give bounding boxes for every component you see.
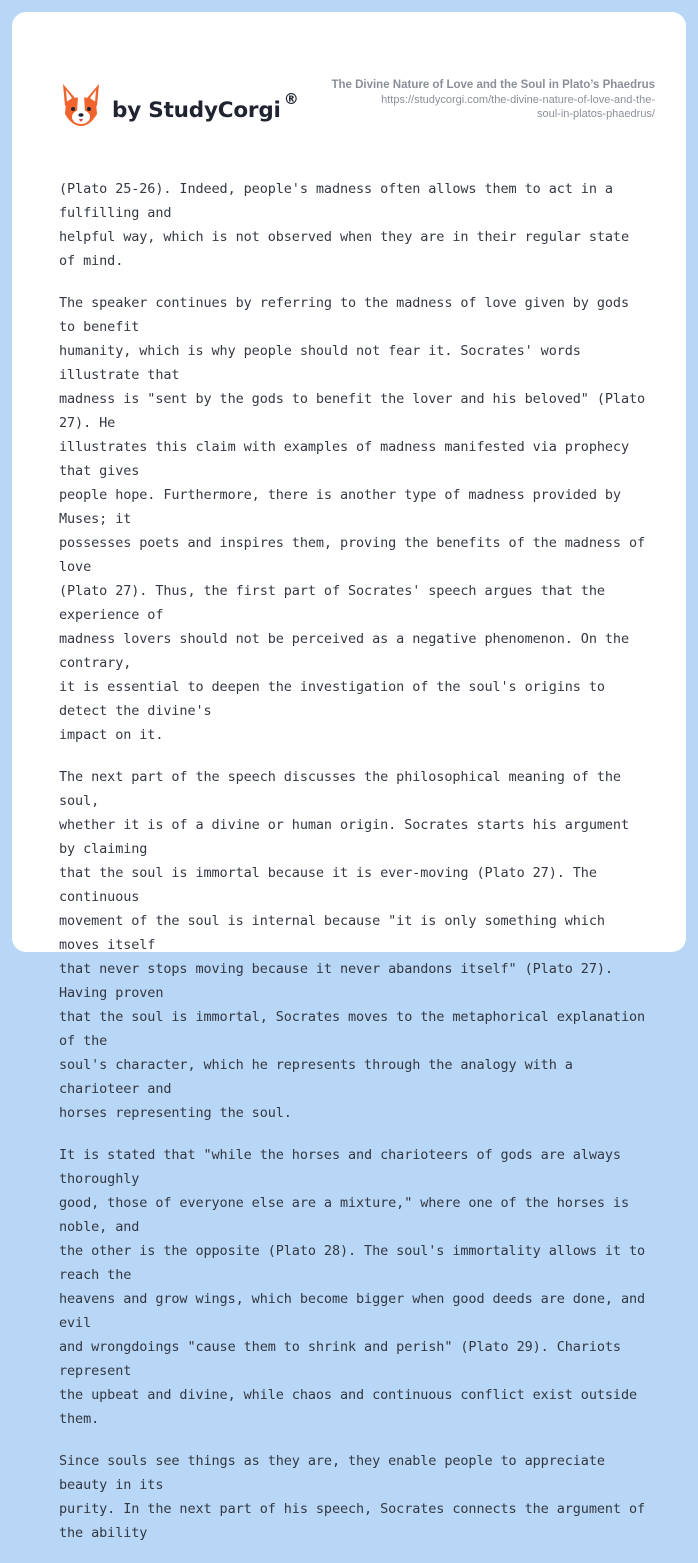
- text-line: The next part of the speech discusses the philosophical meaning of the soul,: [59, 769, 621, 809]
- text-line: whether it is of a divine or human origin. Socrates starts his argument by claiming: [59, 817, 629, 857]
- text-line: good, those of everyone else are a mixture," where one of the horses is noble, and: [59, 1195, 629, 1235]
- text-line: soul's character, which he represents through the analogy with a charioteer and: [59, 1057, 573, 1097]
- text-line: it is essential to deepen the investigation of the soul's origins to detect the divine's: [59, 679, 605, 719]
- document-meta: [295, 78, 655, 121]
- paragraph: [59, 765, 649, 1125]
- text-line: the upbeat and divine, while chaos and continuous conflict exist outside them.: [59, 1387, 637, 1427]
- text-line: that never stops moving because it never abandons itself" (Plato 27). Having proven: [59, 961, 613, 1001]
- text-line: humanity, which is why people should not fear it. Socrates' words illustrate that: [59, 343, 581, 383]
- document-url[interactable]: [295, 94, 655, 121]
- text-line: people hope. Furthermore, there is another type of madness provided by Muses; it: [59, 487, 621, 527]
- text-line: Since souls see things as they are, they enable people to appreciate beauty in its: [59, 1453, 605, 1493]
- document-url-line: https://studycorgi.com/the-divine-nature-of-love-and-the-: [381, 94, 655, 106]
- document-url-line: soul-in-platos-phaedrus/: [536, 107, 655, 120]
- text-line: movement of the soul is internal because "it is only something which moves itself: [59, 913, 605, 953]
- text-line: illustrates this claim with examples of madness manifested via prophecy that gives: [59, 439, 629, 479]
- paragraph: [59, 291, 649, 747]
- paragraph: [59, 1143, 649, 1431]
- text-line: and wrongdoings "cause them to shrink and perish" (Plato 29). Chariots represent: [59, 1339, 621, 1379]
- text-line: (Plato 25-26). Indeed, people's madness often allows them to act in a fulfilling and: [59, 181, 613, 221]
- text-line: (Plato 27). Thus, the first part of Socrates' speech argues that the experience of: [59, 583, 605, 623]
- studycorgi-logo[interactable]: [60, 76, 299, 136]
- text-line: helpful way, which is not observed when they are in their regular state of mind.: [59, 229, 629, 269]
- text-line: horses representing the soul.: [59, 1105, 292, 1121]
- brand-name: by StudyCorgi ®: [112, 89, 299, 124]
- text-line: The speaker continues by referring to the madness of love given by gods to benefit: [59, 295, 629, 335]
- text-line: heavens and grow wings, which become bigger when good deeds are done, and evil: [59, 1291, 646, 1331]
- text-line: possesses poets and inspires them, proving the benefits of the madness of love: [59, 535, 646, 575]
- document-title: The Divine Nature of Love and the Soul in Plato’s Phaedrus: [331, 79, 655, 91]
- text-line: madness is "sent by the gods to benefit the lover and his beloved" (Plato 27). He: [59, 391, 646, 431]
- corgi-icon: [60, 82, 102, 130]
- paragraph: [59, 177, 649, 273]
- essay-body: [59, 177, 649, 1563]
- text-line: the other is the opposite (Plato 28). The soul's immortality allows it to reach the: [59, 1243, 646, 1283]
- text-line: madness lovers should not be perceived as a negative phenomenon. On the contrary,: [59, 631, 629, 671]
- document-page: [12, 12, 686, 1541]
- text-line: that the soul is immortal, Socrates moves to the metaphorical explanation of the: [59, 1009, 646, 1049]
- text-line: that the soul is immortal because it is ever-moving (Plato 27). The continuous: [59, 865, 597, 905]
- text-line: purity. In the next part of his speech, Socrates connects the argument of the ability: [59, 1501, 646, 1541]
- text-line: It is stated that "while the horses and charioteers of gods are always thoroughly: [59, 1147, 621, 1187]
- paragraph: [59, 1449, 649, 1545]
- text-line: impact on it.: [59, 727, 164, 743]
